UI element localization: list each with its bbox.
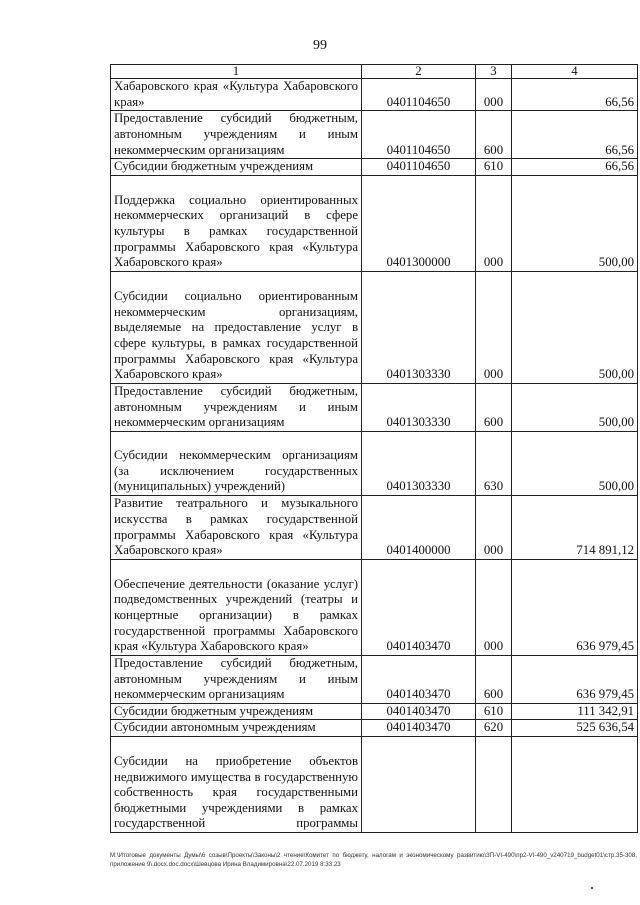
row-amount: 66,56 [512, 111, 638, 159]
row-amount: 525 636,54 [512, 720, 638, 737]
table-row [111, 559, 638, 655]
row-expense-type: 600 [476, 383, 512, 431]
table-row [111, 655, 638, 703]
row-amount: 714 891,12 [512, 495, 638, 559]
header-col-3: 3 [476, 65, 512, 79]
row-expense-type [476, 736, 512, 832]
row-expense-type: 600 [476, 111, 512, 159]
row-target-code: 0401300000 [362, 175, 476, 271]
table-row [111, 79, 638, 111]
row-name: Обеспечение деятельности (оказание услуг) подведомственных учреждений (театры и концертные организации) в рамках государственной программы Хабаровского края «Культура Хабаровского края» [111, 559, 362, 655]
row-target-code: 0401403470 [362, 720, 476, 737]
row-amount: 111 342,91 [512, 703, 638, 720]
row-amount: 66,56 [512, 159, 638, 176]
table-row [111, 383, 638, 431]
row-name: Субсидии на приобретение объектов недвижимого имущества в государственную собственность края государственными бюджетными учреждениями в рамках государственной программы [111, 736, 362, 832]
table-row [111, 703, 638, 720]
row-target-code: 0401104650 [362, 159, 476, 176]
row-name: Субсидии некоммерческим организациям (за исключением государственных (муниципальных) учреждений) [111, 431, 362, 495]
row-expense-type: 620 [476, 720, 512, 737]
row-name: Развитие театрального и музыкального искусства в рамках государственной программы Хабаровского края «Культура Хабаровского края» [111, 495, 362, 559]
row-amount: 636 979,45 [512, 559, 638, 655]
row-expense-type: 000 [476, 559, 512, 655]
row-target-code: 0401303330 [362, 383, 476, 431]
row-name: Предоставление субсидий бюджетным, автономным учреждениям и иным некоммерческим организациям [111, 383, 362, 431]
row-amount [512, 736, 638, 832]
row-expense-type: 610 [476, 703, 512, 720]
table-row [111, 111, 638, 159]
table-row [111, 431, 638, 495]
row-target-code: 0401403470 [362, 703, 476, 720]
row-target-code: 0401104650 [362, 79, 476, 111]
row-expense-type: 610 [476, 159, 512, 176]
row-name: Субсидии социально ориентированным некоммерческим организациям, выделяемые на предоставление услуг в сфере культуры, в рамках государственной программы Хабаровского края «Культура Хабаровского края» [111, 271, 362, 383]
row-amount: 500,00 [512, 271, 638, 383]
row-target-code: 0401303330 [362, 431, 476, 495]
table-row [111, 736, 638, 832]
row-name: Субсидии бюджетным учреждениям [111, 159, 362, 176]
row-target-code [362, 736, 476, 832]
page-number: 99 [313, 38, 327, 53]
row-amount: 500,00 [512, 383, 638, 431]
row-target-code: 0401400000 [362, 495, 476, 559]
header-col-4: 4 [512, 65, 638, 79]
row-amount: 66,56 [512, 79, 638, 111]
table-row [111, 720, 638, 737]
row-target-code: 0401403470 [362, 559, 476, 655]
row-name: Субсидии бюджетным учреждениям [111, 703, 362, 720]
row-amount: 500,00 [512, 431, 638, 495]
row-amount: 636 979,45 [512, 655, 638, 703]
table-header-row [111, 65, 638, 79]
row-expense-type: 000 [476, 175, 512, 271]
table-row [111, 495, 638, 559]
row-name: Субсидии автономным учреждениям [111, 720, 362, 737]
row-name: Предоставление субсидий бюджетным, автономным учреждениям и иным некоммерческим организациям [111, 655, 362, 703]
budget-table [110, 64, 638, 833]
row-expense-type: 600 [476, 655, 512, 703]
table-row [111, 271, 638, 383]
row-target-code: 0401403470 [362, 655, 476, 703]
row-expense-type: 000 [476, 271, 512, 383]
row-target-code: 0401303330 [362, 271, 476, 383]
table-row [111, 159, 638, 176]
row-name: Поддержка социально ориентированных некоммерческих организаций в сфере культуры в рамках государственной программы Хабаровского края «Культура Хабаровского края» [111, 175, 362, 271]
row-name: Предоставление субсидий бюджетным, автономным учреждениям и иным некоммерческим организациям [111, 111, 362, 159]
row-name: Хабаровского края «Культура Хабаровского края» [111, 79, 362, 111]
scan-dot [591, 887, 593, 889]
document-path-footer: M:\Итоговые документы Думы\6 созыв\Проекты\Законы\2 чтение\Комитет по бюджету, налогам и экономическому развитию\ЗП-VI-490\пр2-VI-490_v240719_budget01\стр.35-308, приложение 9\.docx.doc.docx\Шевцова Ирина Владимировна\22.07.2019 8:33:23 [110, 852, 637, 868]
row-expense-type: 000 [476, 79, 512, 111]
row-target-code: 0401104650 [362, 111, 476, 159]
table-row [111, 175, 638, 271]
row-expense-type: 000 [476, 495, 512, 559]
header-col-2: 2 [362, 65, 476, 79]
row-amount: 500,00 [512, 175, 638, 271]
row-expense-type: 630 [476, 431, 512, 495]
header-col-1: 1 [111, 65, 362, 79]
